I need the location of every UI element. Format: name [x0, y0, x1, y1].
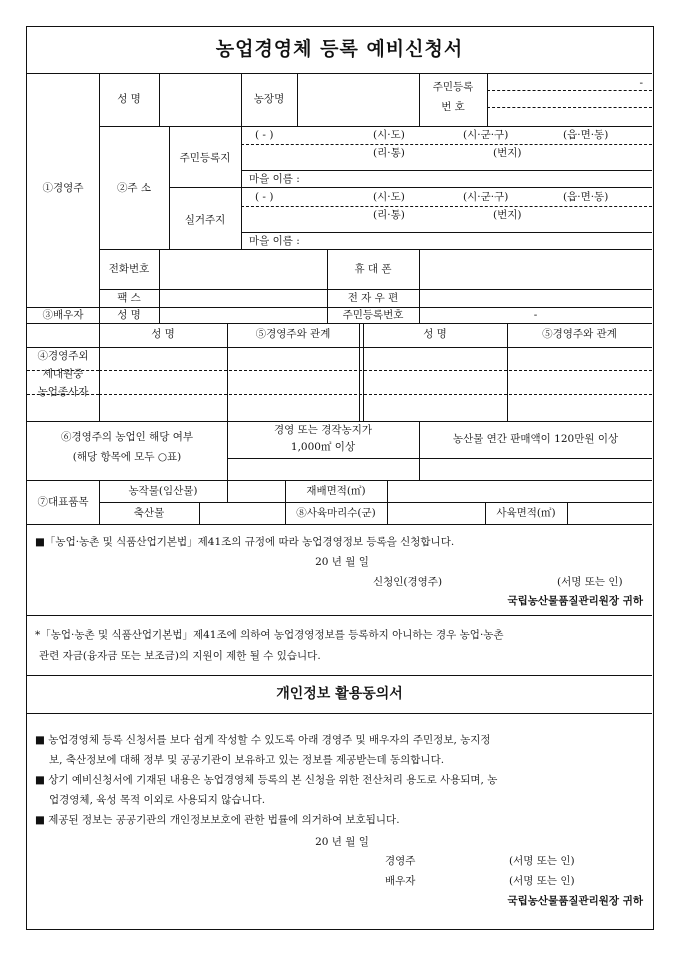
criterion-land-2: 1,000㎡ 이상 [290, 441, 356, 453]
consent-spouse-label: 배우자 [385, 875, 416, 887]
declaration-date: 20 년 월 일 [315, 556, 369, 568]
phone-label: 전화번호 [108, 263, 150, 275]
consent-addressee: 국립농산물품질관리원장 귀하 [507, 895, 643, 907]
consent-date: 20 년 월 일 [315, 836, 369, 848]
consent-item-3: ■ 제공된 정보는 공공기관의 개인정보보호에 관한 법률에 의거하여 보호됩니다. [35, 814, 400, 826]
breeding-area-label: 사육면적(㎡) [496, 507, 556, 519]
consent-owner-sign: (서명 또는 인) [509, 855, 575, 867]
ritong-registered: (리·통) [373, 147, 405, 159]
owner-rrn-field[interactable] [487, 74, 652, 90]
consent-item-2-line-2: 업경영체, 육성 목적 이외로 사용되지 않습니다. [49, 794, 266, 806]
mobile-label: 휴 대 폰 [354, 263, 392, 275]
criterion-sales: 농산물 연간 판매액이 120만원 이상 [452, 433, 619, 445]
cultivation-area-label: 재배면적(㎡) [306, 485, 366, 497]
livestock-label: 축산물 [133, 507, 165, 519]
ritong-actual: (리·통) [373, 209, 405, 221]
beonji-registered: (번지) [493, 147, 522, 159]
spouse-label: ③배우자 [42, 309, 84, 321]
owner-name-field[interactable] [159, 73, 241, 126]
mobile-field[interactable] [419, 250, 652, 289]
farm-name-label: 농장명 [253, 93, 285, 105]
eupmyeondong-registered: (읍·면·동) [563, 129, 609, 141]
declaration-addressee: 국립농산물품질관리원장 귀하 [507, 595, 643, 607]
household-col-name-2: 성 명 [423, 328, 447, 340]
eligibility-label-2: (해당 항목에 모두 ○표) [72, 451, 182, 463]
fax-label: 팩 스 [117, 292, 141, 304]
postal-code-actual: ( - ) [255, 191, 274, 203]
sido-registered: (시·도) [373, 129, 405, 141]
household-label-2: 세대원중 [42, 368, 84, 380]
applicant-sign: (서명 또는 인) [557, 576, 623, 588]
consent-item-2-line-1: ■ 상기 예비신청서에 기재된 내용은 농업경영체 등록의 본 신청을 위한 전산처리 용도로 사용되며, 농 [35, 774, 498, 786]
farm-name-field[interactable] [297, 73, 419, 126]
beonji-actual: (번지) [493, 209, 522, 221]
registered-address-label: 주민등록지 [179, 152, 231, 164]
household-col-relation-1: ⑤경영주와 관계 [255, 328, 331, 340]
name-label: 성 명 [117, 93, 141, 105]
actual-address-label: 실거주지 [184, 214, 226, 226]
consent-owner-label: 경영주 [385, 855, 416, 867]
household-label-1: ④경영주외 [37, 350, 89, 362]
household-col-name-1: 성 명 [151, 328, 175, 340]
email-label: 전 자 우 편 [347, 292, 399, 304]
sido-actual: (시·도) [373, 191, 405, 203]
declaration-text: ■「농업·농촌 및 식품산업기본법」제41조의 규정에 따라 농업경영정보 등록을 신청합니다. [35, 536, 455, 548]
consent-item-1-line-2: 보, 축산정보에 대해 정부 및 공공기관이 보유하고 있는 정보를 제공받는데 동의합니다. [49, 754, 445, 766]
address-label: ②주 소 [116, 182, 152, 194]
head-count-label: ⑧사육마리수(군) [296, 507, 376, 519]
notice-line-2: 관련 자금(융자금 또는 보조금)의 지원이 제한 될 수 있습니다. [39, 650, 321, 662]
consent-item-1-line-1: ■ 농업경영체 등록 신청서를 보다 쉽게 작성할 수 있도록 아래 경영주 및 배우자의 주민정보, 농지정 [35, 734, 491, 746]
crop-label: 농작물(임산물) [128, 485, 198, 497]
consent-title: 개인정보 활용동의서 [276, 686, 403, 702]
spouse-name-label: 성 명 [117, 309, 141, 321]
eligibility-label-1: ⑥경영주의 농업인 해당 여부 [60, 431, 194, 443]
form-title: 농업경영체 등록 예비신청서 [215, 38, 464, 60]
phone-field[interactable] [159, 250, 327, 289]
household-col-relation-2: ⑤경영주와 관계 [542, 328, 617, 340]
sigungu-registered: (시·군·구) [463, 129, 509, 141]
owner-section-label: ①경영주 [42, 182, 84, 194]
criterion-land-1: 경영 또는 경작농지가 [274, 424, 372, 436]
household-label-3: 농업종사자 [37, 386, 89, 398]
rrn-label-2: 번 호 [441, 101, 465, 113]
sigungu-actual: (시·군·구) [463, 191, 509, 203]
village-registered: 마을 이름 : [249, 173, 300, 185]
products-label: ⑦대표품목 [37, 496, 89, 508]
spouse-rrn-dash: - [533, 309, 538, 321]
criterion-sales-check[interactable] [419, 459, 652, 480]
postal-code-registered: ( - ) [255, 129, 274, 141]
applicant-label: 신청인(경영주) [373, 576, 443, 588]
notice-line-1: *「농업·농촌 및 식품산업기본법」제41조에 의하여 농업경영정보를 등록하지 아니하는 경우 농업·농촌 [35, 629, 504, 641]
rrn-label-1: 주민등록 [432, 81, 474, 93]
criterion-land-check[interactable] [227, 459, 419, 480]
rrn-dash: - [639, 77, 643, 89]
eupmyeondong-actual: (읍·면·동) [563, 191, 609, 203]
spouse-rrn-label: 주민등록번호 [342, 309, 404, 321]
consent-spouse-sign: (서명 또는 인) [509, 875, 575, 887]
registration-form [26, 26, 654, 930]
village-actual: 마을 이름 : [249, 235, 300, 247]
